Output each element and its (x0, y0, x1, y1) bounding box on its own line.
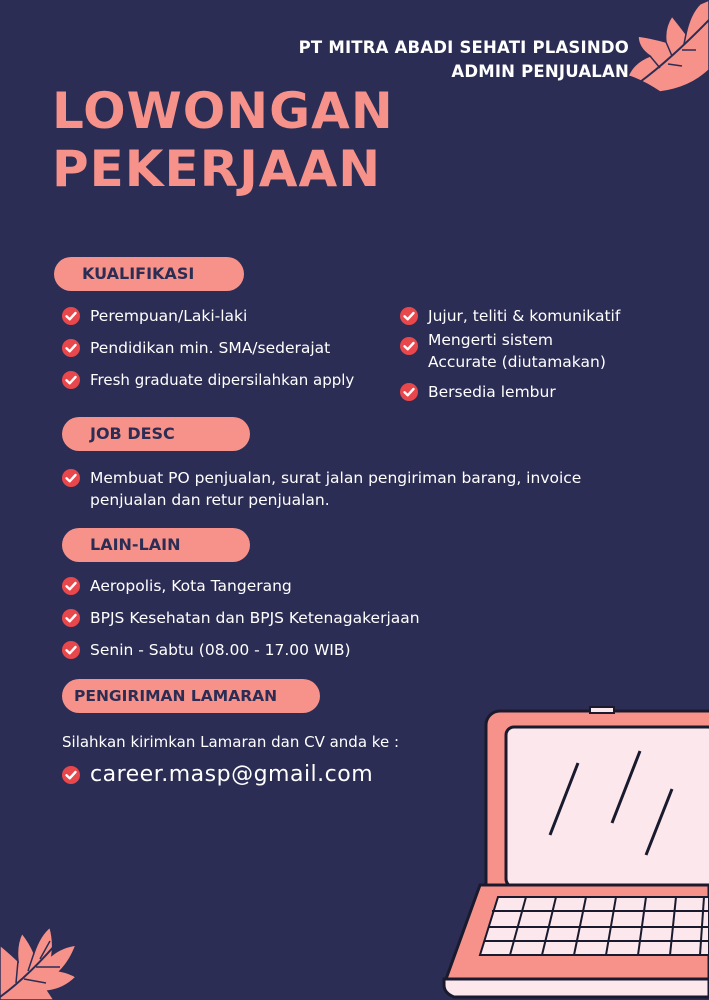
section-lain-lain-pill: LAIN-LAIN (62, 528, 250, 562)
section-kualifikasi-pill: KUALIFIKASI (54, 257, 244, 291)
kualifikasi-right-list (400, 305, 700, 405)
pengiriman-intro: Silahkan kirimkan Lamaran dan CV anda ke : (62, 733, 399, 751)
leaf-top-right-icon (620, 0, 709, 95)
kualifikasi-left-list (62, 305, 402, 401)
check-icon (400, 383, 418, 401)
email-contact[interactable] (62, 760, 373, 790)
check-icon (400, 337, 418, 355)
title-line-2: PEKERJAAN (52, 140, 382, 198)
email-link[interactable]: career.masp@gmail.com (90, 762, 374, 787)
list-item: Mengerti sistem Accurate (diutamakan) (400, 329, 700, 377)
check-icon (62, 469, 80, 487)
check-icon (62, 371, 80, 389)
list-item: Perempuan/Laki-laki (62, 305, 402, 337)
laptop-illustration (440, 705, 709, 1000)
list-item: Aeropolis, Kota Tangerang (62, 575, 682, 607)
check-icon (62, 609, 80, 627)
section-pengiriman-pill: PENGIRIMAN LAMARAN (62, 679, 320, 713)
title-line-1: LOWONGAN (52, 82, 394, 140)
list-item: Senin - Sabtu (08.00 - 17.00 WIB) (62, 639, 682, 671)
company-header (299, 36, 629, 84)
list-item: Fresh graduate dipersilahkan apply (62, 369, 402, 401)
company-name: PT MITRA ABADI SEHATI PLASINDO (298, 38, 629, 57)
list-item: Bersedia lembur (400, 381, 700, 405)
check-icon (62, 641, 80, 659)
position-name: ADMIN PENJUALAN (451, 62, 629, 81)
section-job-desc-pill: JOB DESC (62, 417, 250, 451)
check-icon (400, 307, 418, 325)
leaf-bottom-left-icon (0, 905, 80, 1000)
check-icon (62, 339, 80, 357)
check-icon (62, 577, 80, 595)
lain-lain-list (62, 575, 682, 671)
job-desc-item: Membuat PO penjualan, surat jalan pengiriman barang, invoice penjualan dan retur penjualan. (62, 467, 682, 511)
page-title (52, 82, 394, 198)
list-item: Jujur, teliti & komunikatif (400, 305, 700, 329)
check-icon (62, 307, 80, 325)
check-icon (62, 766, 80, 784)
list-item: Pendidikan min. SMA/sederajat (62, 337, 402, 369)
list-item: BPJS Kesehatan dan BPJS Ketenagakerjaan (62, 607, 682, 639)
